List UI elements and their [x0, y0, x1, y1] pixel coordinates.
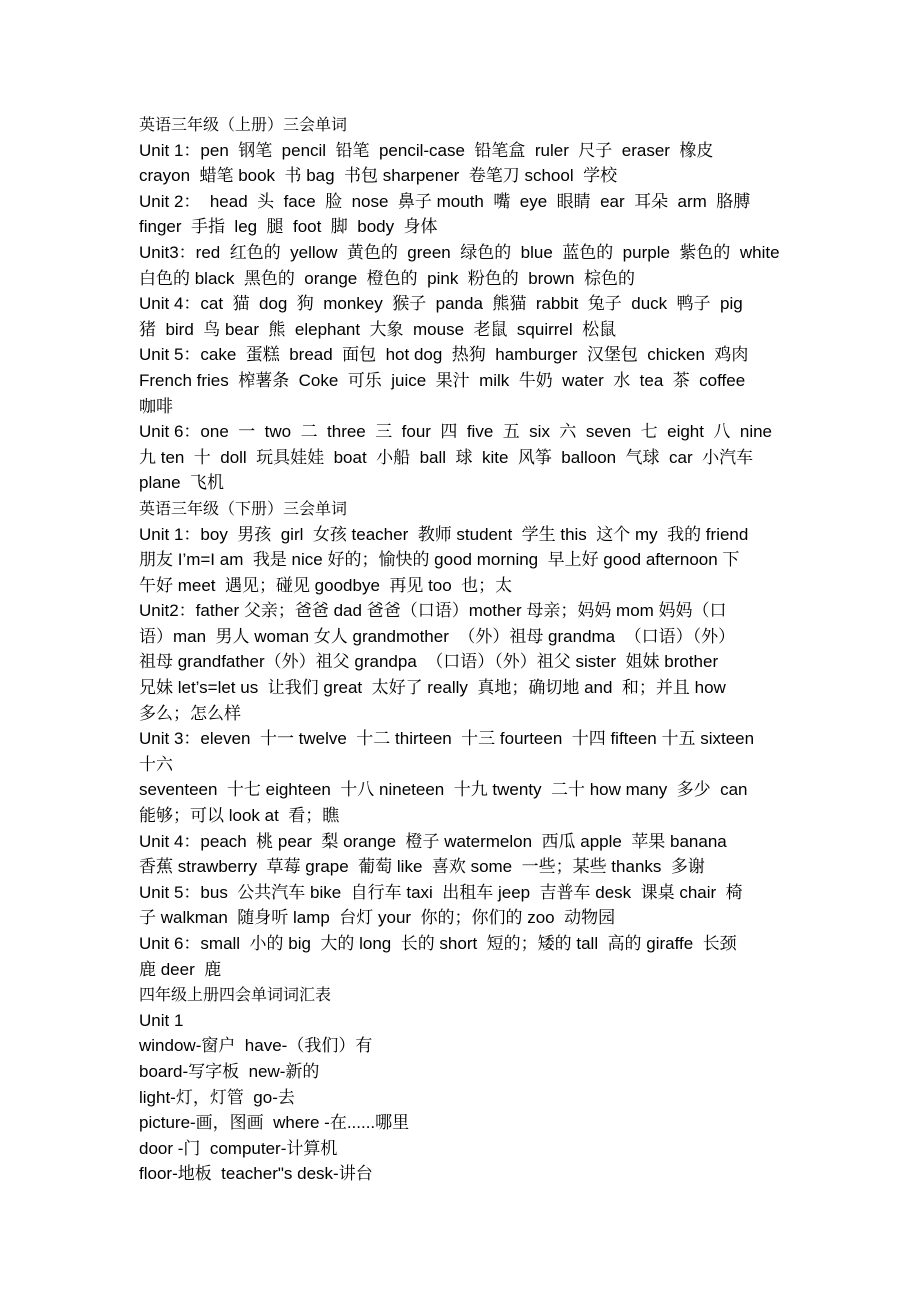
text-line: 兄妹 let’s=let us 让我们 great 太好了 really 真地；确切地 and 和；并且 how — [139, 678, 726, 698]
text-line: Unit 4：cat 猫 dog 狗 monkey 猴子 panda 熊猫 rabbit 兔子 duck 鸭子 pig — [139, 294, 743, 314]
text-line: Unit 5：bus 公共汽车 bike 自行车 taxi 出租车 jeep 吉普车 desk 课桌 chair 椅 — [139, 882, 743, 902]
vocab-line: board-写字板 new-新的 — [139, 1061, 320, 1081]
vocab-line: window-窗户 have-（我们）有 — [139, 1036, 373, 1056]
vocab-line: light-灯，灯管 go-去 — [139, 1087, 295, 1107]
text-line: Unit 1：pen 钢笔 pencil 铅笔 pencil-case 铅笔盒 ruler 尺子 eraser 橡皮 — [139, 140, 714, 160]
text-line: seventeen 十七 eighteen 十八 nineteen 十九 twenty 二十 how many 多少 can — [139, 780, 748, 800]
text-line: Unit 3：eleven 十一 twelve 十二 thirteen 十三 fourteen 十四 fifteen 十五 sixteen — [139, 729, 755, 749]
section-heading-grade3-vol2: 英语三年级（下册）三会单词 — [139, 498, 348, 518]
section-heading-grade4: 四年级上册四会单词词汇表 — [139, 985, 332, 1005]
text-line: Unit 1：boy 男孩 girl 女孩 teacher 教师 student 学生 this 这个 my 我的 friend — [139, 524, 749, 544]
text-line: finger 手指 leg 腿 foot 脚 body 身体 — [139, 217, 438, 237]
text-line: Unit 6：one 一 two 二 three 三 four 四 five 五 six 六 seven 七 eight 八 nine — [139, 422, 773, 442]
text-line: Unit3：red 红色的 yellow 黄色的 green 绿色的 blue 蓝色的 purple 紫色的 white — [139, 242, 780, 262]
document-page — [139, 112, 829, 1187]
text-line: 香蕉 strawberry 草莓 grape 葡萄 like 喜欢 some 一些；某些 thanks 多谢 — [139, 857, 705, 877]
text-line: 白色的 black 黑色的 orange 橙色的 pink 粉色的 brown 棕色的 — [139, 268, 635, 288]
text-line: Unit 2： head 头 face 脸 nose 鼻子 mouth 嘴 eye 眼睛 ear 耳朵 arm 胳膊 — [139, 191, 751, 211]
text-line: 朋友 I’m=I am 我是 nice 好的；愉快的 good morning 早上好 good afternoon 下 — [139, 550, 740, 570]
text-line: 语）man 男人 woman 女人 grandmother （外）祖母 grandma （口语）（外） — [139, 626, 736, 646]
text-line: plane 飞机 — [139, 473, 225, 493]
text-line: crayon 蜡笔 book 书 bag 书包 sharpener 卷笔刀 school 学校 — [139, 166, 618, 186]
section-heading-grade3-vol1: 英语三年级（上册）三会单词 — [139, 115, 348, 134]
text-line: 能够；可以 look at 看；瞧 — [139, 806, 340, 826]
unit-heading: Unit 1 — [139, 1010, 184, 1030]
vocab-line: picture-画，图画 where -在......哪里 — [139, 1113, 410, 1133]
text-line: French fries 榨薯条 Coke 可乐 juice 果汁 milk 牛奶 water 水 tea 茶 coffee — [139, 370, 746, 390]
text-line: 祖母 grandfather（外）祖父 grandpa （口语）（外）祖父 sister 姐妹 brother — [139, 652, 719, 672]
text-line: 多么；怎么样 — [139, 703, 241, 723]
text-line: Unit 5：cake 蛋糕 bread 面包 hot dog 热狗 hamburger 汉堡包 chicken 鸡肉 — [139, 345, 749, 365]
text-line: Unit 6：small 小的 big 大的 long 长的 short 短的；矮的 tall 高的 giraffe 长颈 — [139, 934, 737, 953]
vocab-line: door -门 computer-计算机 — [139, 1138, 338, 1158]
text-line: 午好 meet 遇见；碰见 goodbye 再见 too 也；太 — [139, 575, 513, 595]
text-line: Unit 4：peach 桃 pear 梨 orange 橙子 watermelon 西瓜 apple 苹果 banana — [139, 831, 727, 851]
vocab-line: floor-地板 teacher"s desk-讲台 — [139, 1164, 373, 1184]
text-line: 子 walkman 随身听 lamp 台灯 your 你的；你们的 zoo 动物园 — [139, 908, 616, 928]
text-line: 十六 — [139, 754, 173, 774]
text-line: 猪 bird 鸟 bear 熊 elephant 大象 mouse 老鼠 squirrel 松鼠 — [139, 319, 617, 339]
text-line: 鹿 deer 鹿 — [139, 959, 222, 979]
text-line: 九 ten 十 doll 玩具娃娃 boat 小船 ball 球 kite 风筝 balloon 气球 car 小汽车 — [139, 447, 754, 467]
text-line: Unit2：father 父亲；爸爸 dad 爸爸（口语）mother 母亲；妈妈 mom 妈妈（口 — [139, 601, 727, 621]
text-line: 咖啡 — [139, 396, 173, 416]
